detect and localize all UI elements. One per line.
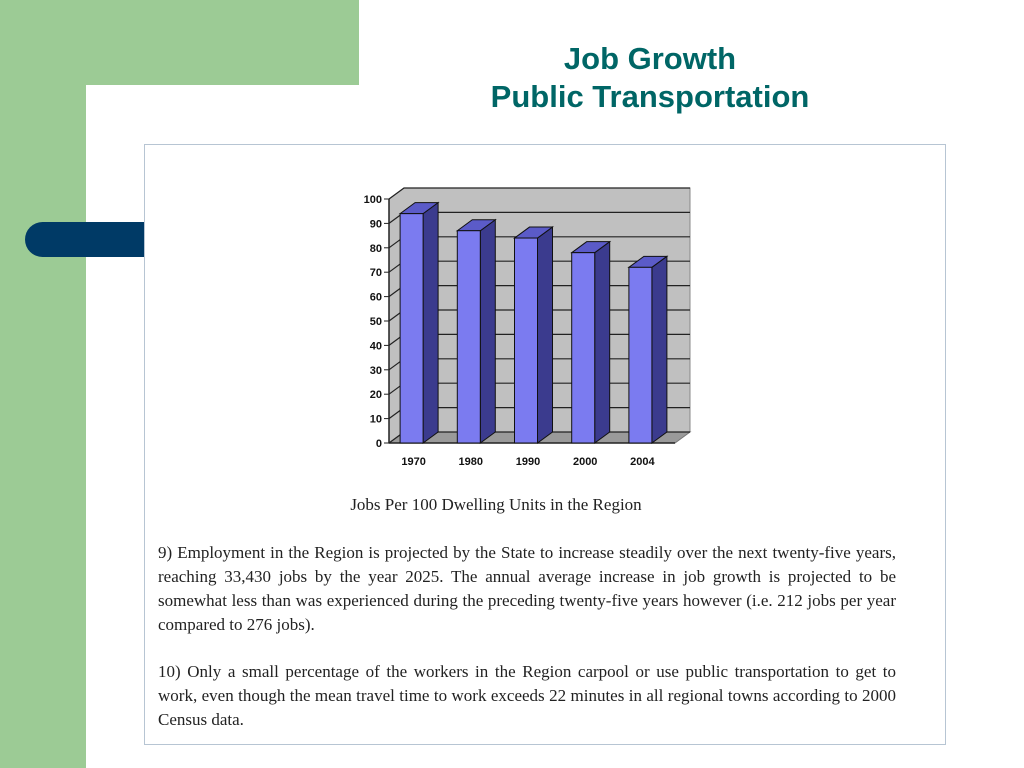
bar-side: [538, 227, 553, 443]
paragraph-10: 10) Only a small percentage of the workers in the Region carpool or use public transportation to get to work, even though the mean travel time to work exceeds 22 minutes in all regional towns according to 2000 Census data.: [158, 662, 896, 729]
y-tick-label: 50: [369, 316, 382, 328]
decorative-green-strip: [0, 0, 86, 768]
bar: [629, 267, 652, 443]
bar: [572, 253, 595, 443]
bar: [400, 214, 423, 443]
paragraph-9: 9) Employment in the Region is projected by the State to increase steadily over the next twenty-five years, reaching 33,430 jobs by the year 2025. The annual average increase in job growth is projected to be somewhat less than was experienced during the preceding twenty-five years however (i.e. 212 jobs per year compared to 276 jobs).: [158, 543, 896, 634]
y-tick-label: 70: [369, 267, 382, 280]
x-tick-label: 1990: [515, 456, 541, 468]
x-tick-label: 1980: [458, 456, 484, 468]
chart-title: Jobs Per 100 Dwelling Units in the Region: [350, 495, 642, 514]
y-tick-label: 0: [375, 438, 382, 450]
slide-title-line2: Public Transportation: [490, 79, 810, 114]
x-tick-label: 2000: [572, 456, 598, 468]
bar-side: [652, 256, 667, 443]
y-tick-label: 40: [369, 340, 382, 353]
bar-side: [480, 220, 495, 443]
y-tick-label: 90: [369, 218, 382, 231]
x-tick-label: 2004: [630, 456, 655, 468]
content-frame: [144, 144, 946, 745]
bar: [515, 238, 538, 443]
y-tick-label: 60: [369, 291, 382, 304]
y-tick-label: 10: [369, 413, 382, 426]
y-tick-label: 30: [369, 364, 382, 377]
bar-side: [595, 242, 610, 443]
slide-title: [400, 40, 900, 116]
bar-side: [423, 203, 438, 443]
decorative-rounded-corner: [86, 85, 141, 140]
y-tick-label: 80: [369, 242, 382, 255]
slide-title-line1: Job Growth: [563, 41, 737, 76]
y-tick-label: 100: [363, 194, 382, 206]
bar: [457, 231, 480, 443]
decorative-blue-bar: [25, 222, 155, 257]
x-tick-label: 1970: [401, 456, 426, 468]
bar-chart: [145, 145, 945, 485]
y-tick-label: 20: [369, 389, 382, 402]
